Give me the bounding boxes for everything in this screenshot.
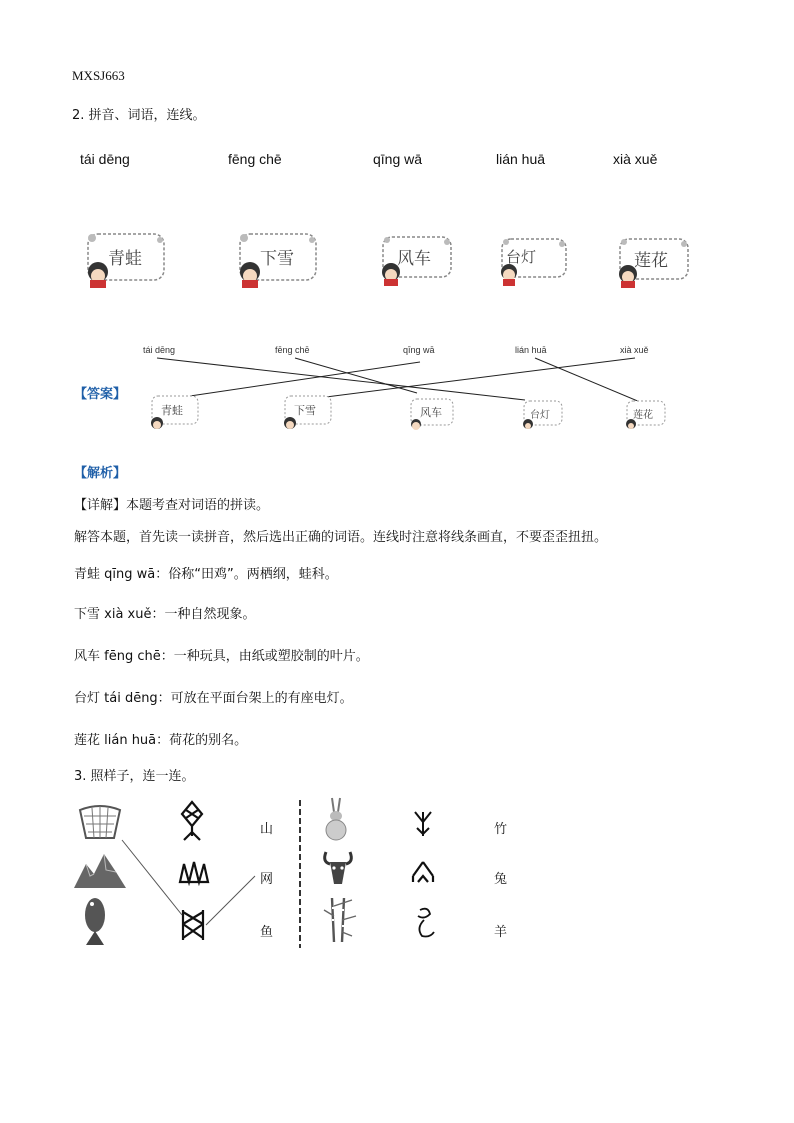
pinyin-feng-che: fēng chē [228, 151, 282, 167]
sheep-oracle-glyph [410, 860, 436, 886]
word-label: 下雪 [260, 249, 294, 269]
pinyin-xia-xue: xià xuě [613, 151, 658, 167]
analysis-entry-taideng: 台灯 tái dēng：可放在平面台架上的有座电灯。 [74, 691, 353, 706]
word-label: 下雪 [294, 404, 316, 417]
word-tu: 兔 [494, 872, 508, 887]
word-label: 青蛙 [108, 249, 142, 269]
bamboo-picture [322, 896, 358, 944]
word-label: 风车 [397, 249, 431, 269]
rabbit-oracle-glyph [412, 906, 438, 940]
answer-pinyin-lian-hua: lián huā [515, 345, 547, 355]
pinyin-lian-hua: lián huā [496, 151, 546, 167]
pinyin-qing-wa: qīng wā [373, 151, 423, 167]
analysis-detail: 【详解】本题考查对词语的拼读。 [74, 498, 270, 513]
answer-pinyin-qing-wa: qīng wā [403, 345, 435, 355]
answer-label: 【答案】 [74, 387, 127, 402]
goat-picture [320, 848, 356, 890]
word-label: 莲花 [633, 410, 653, 421]
analysis-label: 【解析】 [74, 466, 127, 481]
word-yang: 羊 [494, 925, 508, 940]
question-3-title: 3. 照样子，连一连。 [74, 769, 195, 784]
question-2-title: 2. 拼音、词语，连线。 [72, 108, 206, 123]
word-zhu: 竹 [494, 822, 508, 837]
answer-pinyin-tai-deng: tái dēng [143, 345, 176, 355]
analysis-method: 解答本题，首先读一读拼音，然后选出正确的词语。连线时注意将线条画直，不要歪歪扭扭。 [74, 530, 608, 545]
pinyin-tai-deng: tái dēng [80, 151, 130, 167]
section-divider [296, 800, 304, 948]
analysis-entry-lianhua: 莲花 lián huā：荷花的别名。 [74, 733, 248, 748]
analysis-entry-xiaxue: 下雪 xià xuě：一种自然现象。 [74, 607, 256, 622]
document-code: MXSJ663 [72, 68, 125, 83]
word-wang: 网 [260, 872, 274, 887]
analysis-entry-qingwa: 青蛙 qīng wā：俗称“田鸡”。两栖纲，蛙科。 [74, 567, 338, 582]
word-label: 台灯 [506, 248, 537, 266]
word-label: 青蛙 [161, 404, 183, 417]
analysis-entry-fengche: 风车 fēng chē：一种玩具，由纸或塑胶制的叶片。 [74, 649, 369, 664]
answer-pinyin-feng-che: fēng chē [275, 345, 310, 355]
word-yu: 鱼 [260, 925, 274, 940]
word-label: 台灯 [530, 410, 550, 421]
rabbit-picture [320, 796, 354, 842]
bamboo-oracle-glyph [412, 808, 434, 838]
word-shan: 山 [260, 822, 274, 837]
word-label: 风车 [420, 406, 442, 419]
answer-pinyin-xia-xue: xià xuě [620, 345, 649, 355]
word-label: 莲花 [634, 251, 668, 271]
